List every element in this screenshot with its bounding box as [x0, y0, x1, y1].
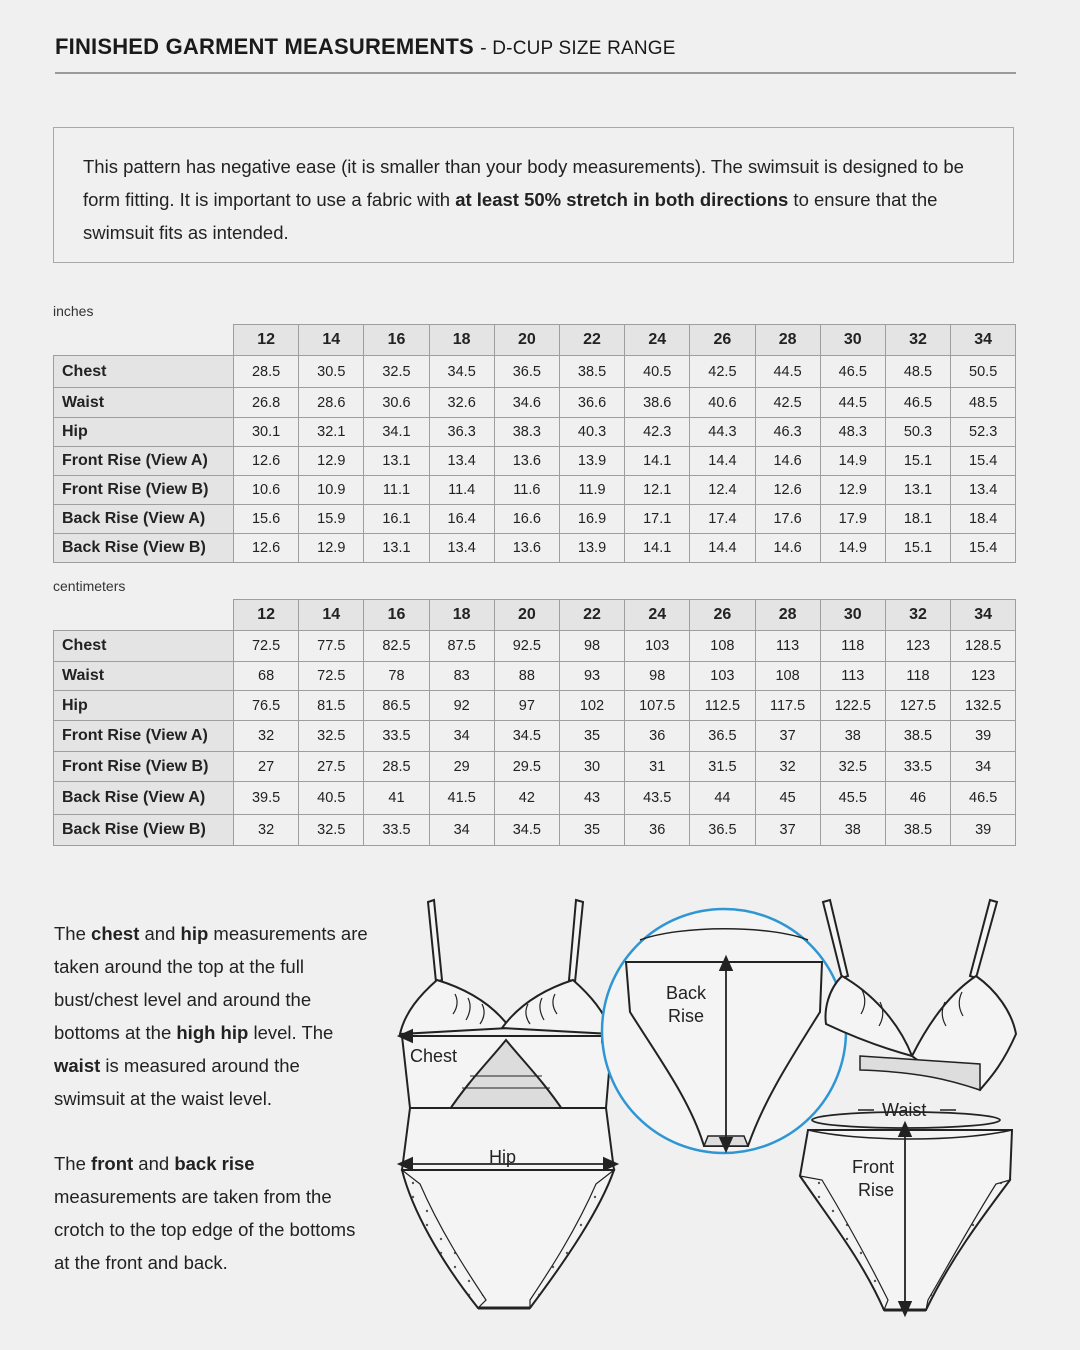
measurement-cell: 12.9: [299, 447, 364, 476]
measurement-cell: 36.5: [690, 815, 755, 846]
measurement-cell: 11.1: [364, 476, 429, 505]
size-header: 20: [494, 600, 559, 631]
row-label: Hip: [54, 691, 234, 721]
measurement-cell: 34.5: [494, 721, 559, 752]
inches-table: [53, 324, 1016, 563]
measurement-cell: 36.5: [690, 721, 755, 752]
measurement-cell: 18.1: [885, 505, 950, 534]
table-row: [54, 782, 1016, 815]
size-header: 14: [299, 600, 364, 631]
measurement-cell: 92.5: [494, 631, 559, 662]
measurement-cell: 46: [885, 782, 950, 815]
measurement-cell: 50.5: [951, 356, 1016, 388]
size-header: 12: [234, 325, 299, 356]
measurement-cell: 32.5: [364, 356, 429, 388]
measurement-cell: 44: [690, 782, 755, 815]
measurement-cell: 40.5: [299, 782, 364, 815]
ease-note: [53, 127, 1014, 263]
measurement-cell: 36.5: [494, 356, 559, 388]
measurement-cell: 36: [625, 815, 690, 846]
measurement-cell: 37: [755, 721, 820, 752]
measurement-cell: 28.5: [234, 356, 299, 388]
measurement-cell: 15.4: [951, 447, 1016, 476]
table-row: [54, 476, 1016, 505]
measurement-cell: 92: [429, 691, 494, 721]
measurement-cell: 11.6: [494, 476, 559, 505]
hip-label: Hip: [489, 1147, 517, 1167]
measurement-cell: 40.5: [625, 356, 690, 388]
measurement-cell: 43: [559, 782, 624, 815]
size-header: 30: [820, 325, 885, 356]
measurement-cell: 17.4: [690, 505, 755, 534]
table-row: [54, 534, 1016, 563]
measurement-cell: 68: [234, 662, 299, 691]
measurement-cell: 76.5: [234, 691, 299, 721]
measurement-cell: 78: [364, 662, 429, 691]
measurement-cell: 32.1: [299, 418, 364, 447]
measurement-cell: 10.6: [234, 476, 299, 505]
measurement-cell: 45.5: [820, 782, 885, 815]
measurement-cell: 46.3: [755, 418, 820, 447]
measurement-cell: 12.9: [820, 476, 885, 505]
measurement-cell: 72.5: [234, 631, 299, 662]
measurement-cell: 18.4: [951, 505, 1016, 534]
measurement-cell: 12.9: [299, 534, 364, 563]
measurement-cell: 34.1: [364, 418, 429, 447]
measurement-cell: 97: [494, 691, 559, 721]
measurement-cell: 37: [755, 815, 820, 846]
measurement-cell: 14.6: [755, 534, 820, 563]
measurement-cell: 13.1: [364, 534, 429, 563]
measurement-cell: 26.8: [234, 388, 299, 418]
note-text-2: to ensure that the swimsuit fits as intended.: [83, 189, 938, 243]
row-label: Back Rise (View B): [54, 815, 234, 846]
measurement-cell: 14.9: [820, 534, 885, 563]
row-label: Back Rise (View B): [54, 534, 234, 563]
size-header: 22: [559, 325, 624, 356]
back-rise-label-2: Rise: [668, 1006, 705, 1026]
measurement-cell: 34: [951, 752, 1016, 782]
measurement-cell: 107.5: [625, 691, 690, 721]
measurement-cell: 40.3: [559, 418, 624, 447]
table-row: [54, 356, 1016, 388]
measurement-cell: 36.6: [559, 388, 624, 418]
measurement-cell: 13.4: [429, 534, 494, 563]
waist-label: Waist: [882, 1100, 927, 1120]
measurement-cell: 40.6: [690, 388, 755, 418]
size-header: 34: [951, 325, 1016, 356]
table-row: [54, 505, 1016, 534]
rise-explanation: The front and back rise measurements are taken from the crotch to the top edge of the bottoms at the front and back.: [54, 1153, 356, 1273]
size-header: 18: [429, 600, 494, 631]
measurement-cell: 13.9: [559, 447, 624, 476]
title-subtitle: - D-CUP SIZE RANGE: [480, 38, 676, 59]
page-title: [55, 34, 1015, 60]
size-header: 24: [625, 325, 690, 356]
measurement-cell: 42: [494, 782, 559, 815]
measurement-cell: 81.5: [299, 691, 364, 721]
measurement-cell: 15.6: [234, 505, 299, 534]
chest-label: Chest: [410, 1046, 458, 1066]
measurement-cell: 14.9: [820, 447, 885, 476]
centimeters-table: [53, 599, 1016, 846]
measurement-cell: 39: [951, 815, 1016, 846]
row-label: Front Rise (View A): [54, 447, 234, 476]
measurement-cell: 10.9: [299, 476, 364, 505]
measurement-cell: 32: [234, 815, 299, 846]
measurement-cell: 39.5: [234, 782, 299, 815]
measurement-cell: 13.4: [951, 476, 1016, 505]
row-label: Waist: [54, 662, 234, 691]
measurement-cell: 128.5: [951, 631, 1016, 662]
measurement-cell: 42.5: [755, 388, 820, 418]
measurement-cell: 34.5: [429, 356, 494, 388]
title-main: FINISHED GARMENT MEASUREMENTS: [55, 34, 474, 59]
measurement-cell: 27: [234, 752, 299, 782]
measurement-cell: 34.5: [494, 815, 559, 846]
table-row: [54, 662, 1016, 691]
measurement-cell: 13.1: [885, 476, 950, 505]
measurement-cell: 52.3: [951, 418, 1016, 447]
measurement-cell: 16.4: [429, 505, 494, 534]
measurement-cell: 93: [559, 662, 624, 691]
measurement-cell: 38: [820, 815, 885, 846]
measurement-cell: 122.5: [820, 691, 885, 721]
note-emphasis: at least 50% stretch in both directions: [455, 189, 789, 210]
row-label: Front Rise (View B): [54, 752, 234, 782]
measurement-cell: 113: [755, 631, 820, 662]
measurement-cell: 46.5: [951, 782, 1016, 815]
measurement-cell: 118: [885, 662, 950, 691]
measurement-cell: 123: [951, 662, 1016, 691]
size-header: 20: [494, 325, 559, 356]
measurement-cell: 14.6: [755, 447, 820, 476]
measurement-cell: 35: [559, 815, 624, 846]
front-rise-label-1: Front: [852, 1157, 895, 1177]
size-header: 12: [234, 600, 299, 631]
table-row: [54, 631, 1016, 662]
measurement-cell: 132.5: [951, 691, 1016, 721]
measurement-cell: 32: [755, 752, 820, 782]
measurement-cell: 98: [559, 631, 624, 662]
measurement-cell: 103: [690, 662, 755, 691]
row-label: Front Rise (View A): [54, 721, 234, 752]
measurement-cell: 43.5: [625, 782, 690, 815]
measurement-cell: 38.6: [625, 388, 690, 418]
measurement-cell: 127.5: [885, 691, 950, 721]
measurement-cell: 15.9: [299, 505, 364, 534]
measurement-cell: 88: [494, 662, 559, 691]
measurement-cell: 17.9: [820, 505, 885, 534]
one-piece-swimsuit-icon: [400, 900, 614, 1308]
measurement-cell: 30.5: [299, 356, 364, 388]
size-header: 14: [299, 325, 364, 356]
measurement-cell: 33.5: [364, 815, 429, 846]
measurement-cell: 14.4: [690, 534, 755, 563]
measurement-cell: 35: [559, 721, 624, 752]
measurement-cell: 48.5: [885, 356, 950, 388]
measurement-cell: 30: [559, 752, 624, 782]
table-row: [54, 752, 1016, 782]
measurement-cell: 12.6: [755, 476, 820, 505]
measurement-cell: 77.5: [299, 631, 364, 662]
size-header: 22: [559, 600, 624, 631]
size-header: 28: [755, 600, 820, 631]
measurement-cell: 31.5: [690, 752, 755, 782]
measurement-cell: 13.6: [494, 534, 559, 563]
measurement-cell: 46.5: [820, 356, 885, 388]
back-rise-label-1: Back: [666, 983, 707, 1003]
measurement-cell: 102: [559, 691, 624, 721]
row-label: Chest: [54, 356, 234, 388]
measurement-cell: 12.4: [690, 476, 755, 505]
measurement-cell: 11.4: [429, 476, 494, 505]
measurement-cell: 45: [755, 782, 820, 815]
measurement-cell: 36: [625, 721, 690, 752]
row-label: Back Rise (View A): [54, 782, 234, 815]
measurement-cell: 123: [885, 631, 950, 662]
measurement-cell: 41.5: [429, 782, 494, 815]
measurement-cell: 16.9: [559, 505, 624, 534]
row-label: Back Rise (View A): [54, 505, 234, 534]
measurement-cell: 13.1: [364, 447, 429, 476]
back-rise-zoom-icon: [602, 909, 846, 1153]
size-header: 16: [364, 325, 429, 356]
measurement-cell: 14.1: [625, 447, 690, 476]
centimeters-label: centimeters: [53, 578, 126, 594]
inches-label: inches: [53, 303, 94, 319]
measurement-cell: 108: [690, 631, 755, 662]
measurement-cell: 14.4: [690, 447, 755, 476]
measurement-cell: 32.5: [299, 721, 364, 752]
measurement-cell: 38.5: [885, 721, 950, 752]
measurement-cell: 32: [234, 721, 299, 752]
table-row: [54, 815, 1016, 846]
title-divider: [55, 72, 1016, 74]
measurement-cell: 16.6: [494, 505, 559, 534]
measurement-cell: 38.3: [494, 418, 559, 447]
size-header: 18: [429, 325, 494, 356]
header-blank: [54, 600, 234, 631]
measurement-cell: 38: [820, 721, 885, 752]
measurement-cell: 30.1: [234, 418, 299, 447]
size-header: 16: [364, 600, 429, 631]
measurement-cell: 42.5: [690, 356, 755, 388]
size-header: 28: [755, 325, 820, 356]
measurement-cell: 29.5: [494, 752, 559, 782]
size-header: 34: [951, 600, 1016, 631]
header-blank: [54, 325, 234, 356]
measurement-cell: 33.5: [364, 721, 429, 752]
measurement-cell: 34: [429, 721, 494, 752]
measurement-cell: 28.5: [364, 752, 429, 782]
measurement-cell: 36.3: [429, 418, 494, 447]
measurement-cell: 108: [755, 662, 820, 691]
note-text-1: This pattern has negative ease (it is smaller than your body measurements). The swimsuit is designed to be form fitting. It is important to use a fabric with: [83, 156, 964, 210]
swimsuit-diagram: [380, 880, 1030, 1320]
size-header: 26: [690, 325, 755, 356]
measurement-cell: 30.6: [364, 388, 429, 418]
measurement-cell: 32.5: [299, 815, 364, 846]
measurement-cell: 118: [820, 631, 885, 662]
size-header: 30: [820, 600, 885, 631]
size-header: 24: [625, 600, 690, 631]
measurement-cell: 11.9: [559, 476, 624, 505]
measurement-cell: 82.5: [364, 631, 429, 662]
row-label: Chest: [54, 631, 234, 662]
size-header: 32: [885, 325, 950, 356]
measurement-cell: 44.3: [690, 418, 755, 447]
size-header: 26: [690, 600, 755, 631]
measurement-cell: 38.5: [559, 356, 624, 388]
measurement-cell: 12.1: [625, 476, 690, 505]
measurement-cell: 41: [364, 782, 429, 815]
measurement-cell: 50.3: [885, 418, 950, 447]
row-label: Hip: [54, 418, 234, 447]
measurement-cell: 28.6: [299, 388, 364, 418]
measurement-cell: 46.5: [885, 388, 950, 418]
table-row: [54, 691, 1016, 721]
measurement-cell: 113: [820, 662, 885, 691]
front-rise-label-2: Rise: [858, 1180, 895, 1200]
table-row: [54, 721, 1016, 752]
measurement-cell: 83: [429, 662, 494, 691]
measurement-cell: 38.5: [885, 815, 950, 846]
measurement-cell: 87.5: [429, 631, 494, 662]
measurement-cell: 13.6: [494, 447, 559, 476]
measurement-cell: 13.4: [429, 447, 494, 476]
measurement-cell: 29: [429, 752, 494, 782]
measurement-cell: 17.6: [755, 505, 820, 534]
measurement-cell: 32.6: [429, 388, 494, 418]
measurement-cell: 15.1: [885, 447, 950, 476]
measurement-cell: 15.1: [885, 534, 950, 563]
measurement-cell: 14.1: [625, 534, 690, 563]
measurement-cell: 44.5: [820, 388, 885, 418]
measurement-cell: 48.5: [951, 388, 1016, 418]
measurement-cell: 34.6: [494, 388, 559, 418]
measurement-cell: 17.1: [625, 505, 690, 534]
measurement-cell: 34: [429, 815, 494, 846]
measurement-cell: 112.5: [690, 691, 755, 721]
measurement-cell: 48.3: [820, 418, 885, 447]
measurement-cell: 39: [951, 721, 1016, 752]
table-row: [54, 418, 1016, 447]
measurement-cell: 103: [625, 631, 690, 662]
measurement-cell: 117.5: [755, 691, 820, 721]
row-label: Front Rise (View B): [54, 476, 234, 505]
size-header: 32: [885, 600, 950, 631]
row-label: Waist: [54, 388, 234, 418]
measurement-cell: 27.5: [299, 752, 364, 782]
measurement-cell: 31: [625, 752, 690, 782]
measurement-cell: 13.9: [559, 534, 624, 563]
table-row: [54, 447, 1016, 476]
measurement-cell: 15.4: [951, 534, 1016, 563]
measurement-cell: 33.5: [885, 752, 950, 782]
measurement-cell: 44.5: [755, 356, 820, 388]
measurement-cell: 98: [625, 662, 690, 691]
measurement-cell: 86.5: [364, 691, 429, 721]
measurement-cell: 12.6: [234, 447, 299, 476]
measurement-cell: 72.5: [299, 662, 364, 691]
measurement-cell: 16.1: [364, 505, 429, 534]
measurement-cell: 42.3: [625, 418, 690, 447]
measurement-cell: 12.6: [234, 534, 299, 563]
measurement-cell: 32.5: [820, 752, 885, 782]
table-row: [54, 388, 1016, 418]
chest-hip-explanation: The chest and hip measurements are taken around the top at the full bust/chest level and around the bottoms at the high hip level. The waist is measured around the swimsuit at the waist level.: [54, 923, 368, 1109]
